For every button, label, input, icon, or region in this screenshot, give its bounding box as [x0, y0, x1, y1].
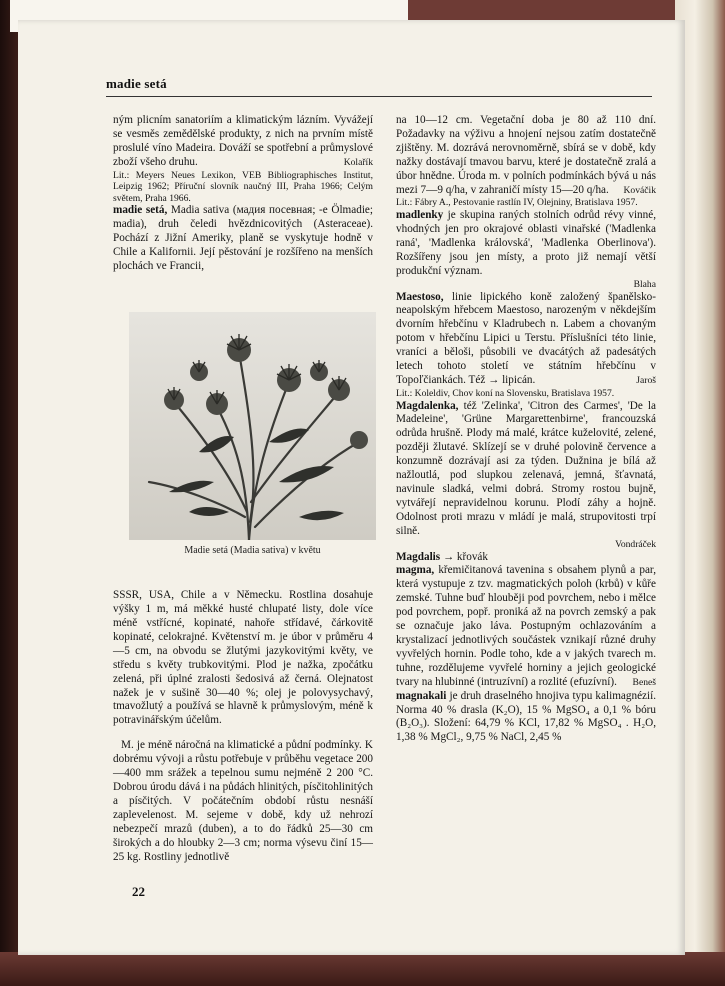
author-signature: Jaroš [636, 375, 656, 386]
entry-madlenky [396, 209, 656, 279]
author-signature: Blaha [633, 278, 656, 290]
author-signature: Vondráček [615, 538, 656, 550]
entry-madie-seta [113, 204, 373, 274]
continuation-paragraph [396, 114, 656, 197]
entry-magma [396, 564, 656, 689]
entry-body: též 'Zelinka', 'Citron des Carmes', 'De la Madeleine', 'Grüne Margarettenbirne', francouzská odrůda hrušně. Plody má malé, krátce kuželovité, zelené, později žlutavé. Sklízejí se v druhé polovině července a konzumně dozrávají asi za týden. Dužnina je bílá až nažloutlá, pod slupkou zelenavá, jemná, šťavnatá, navinule sladká, velmi dobrá. Stromy rostou bujně, vytvářejí nepravidelnou korunu. Plodí záhy a hojně. Odolnost proti mrazu v mládí je malá, strupovitosti trpí silně. [396, 399, 656, 537]
entry-headword: madie setá, [113, 204, 168, 217]
entry-body: křemičitanová tavenina s obsahem plynů a par, která vystupuje z tzv. magmatických poloh (krbů) v kůře zemské. Tuhne buď hlouběji pod povrchem, nebo i mělce pod povrchem, popř. proniká až na povrch zemský a pak se označuje jako láva. Postupným ochlazováním a krystalizací jednotlivých součástek vznikají různé druhy vyvřelých hornin. Podle toho, kde a v jakých tvarech m. tuhne, rozdělujeme vyvřelé horniny a jejich geologické tvary na hlubinné (intruzívní) a rozlité (efuzívní). [396, 564, 657, 688]
author-signature: Kolařík [343, 156, 373, 168]
literature-reference: Lit.: Fábry A., Pestovanie rastlín IV, Olejniny, Bratislava 1957. [396, 197, 638, 209]
page-number: 22 [132, 884, 145, 899]
literature-reference: Lit.: Koleldiv, Chov koní na Slovensku, Bratislava 1957. [396, 387, 615, 399]
author-signature: Kováčik [623, 184, 656, 196]
left-column-top [113, 114, 373, 274]
intro-paragraph [113, 114, 373, 170]
entry-headword: magnakali [396, 689, 447, 702]
entry-headword: Magdalis [396, 550, 441, 563]
entry-headword: Maestoso, [396, 290, 444, 303]
entry-body: linie lipického koně založený španělsko-neapolským hřebcem Maestoso, narozeným v někdejším dvorním hřebčínu v Kladrubech n. Labem a chovaným potom v hřebčínu Lipici u Terstu. Příslušníci této linie, vraníci a běloši, působili ve dvacátých až padesátých letech tohoto století ve státním hřebčínu v Topoľčiankách. Též → lipicán. [396, 290, 656, 386]
entry-body: → křovák [442, 550, 488, 563]
entry-headword: Magdalenka, [396, 399, 459, 412]
entry-body: Madia sativa (мадия посевная; -e Ölmadie; madia), druh čeledi hvězdnicovitých (Asteraceae). Pochází z Jižní Ameriky, planě se vyskytuje hodně v Chile a Kalifornii. Její pěstování je rozšířeno na menších plochách ve Francii, [113, 204, 374, 273]
author-signature: Beneš [632, 676, 656, 688]
entry-magdalis [396, 551, 656, 565]
literature-reference: Lit.: Meyers Neues Lexikon, VEB Bibliographisches Institut, Leipzig 1962; Příruční slovník naučný III, Praha 1966; Celým světem, Praha 1966. [113, 169, 373, 204]
header-rule [106, 96, 652, 97]
entry-magnakali [396, 690, 656, 746]
description-paragraph: SSSR, USA, Chile a v Německu. Rostlina dosahuje výšky 1 m, má měkké husté chlupaté listy, dole více méně vstřícné, kopinaté, nahoře střídavé, čárkovitě kopinaté, celokrajné. Květenství m. je úbor v průměru 4—5 cm, na obvodu se žlutými jazykovitými květy, ve středu s květy trubkovitými. Plod je nažka, zpočátku zelená, při úplné zralosti šedosivá až černá. Olejnatost nažek je v sušině 30—40 %; olej je polovysychavý, tmavožlutý a používá se hlavně k průmyslovým, méně k potravinářským účelům. [113, 589, 373, 727]
plant-photo [129, 312, 376, 540]
figure-caption: Madie setá (Madia sativa) v květu [184, 545, 321, 556]
entry-body: je druh draselného hnojiva typu kalimagnézií. Norma 40 % drasla (K₂O), 15 % MgSO₄ a 0,1 % bóru (B₂O₃). Složení: 64,79 % KCl, 17,82 % MgSO₄ . H₂O, 1,38 % MgCl₂, 9,75 % NaCl, 2,45 % [396, 689, 657, 744]
running-head: madie setá [106, 76, 167, 91]
entry-magdalenka [396, 400, 656, 539]
continuation-text: na 10—12 cm. Vegetační doba je 80 až 110 dní. Požadavky na výživu a hnojení nejsou zatím dostatečně zjištěny. M. dozrává nerovnoměrně, sbírá se v době, kdy nažky dostávají tmavou barvu, které je dostatečně zralá a úbor hnědne. Úroda m. v polních podmínkách bývá u nás mezi 7—9 q/ha, v zahraničí místy 15—20 q/ha. [396, 114, 656, 196]
plant-photo-image [129, 312, 376, 540]
entry-body: je skupina raných stolních odrůd révy vinné, vhodných jen pro okrajové oblasti vinařské ('Madlenka raná', 'Madlenka královská', 'Madlenka Oberlinova'). Rozšířeny jsou jen místy, a proto již nemají větší produkční význam. [396, 209, 656, 277]
entry-maestoso [396, 291, 656, 388]
book-binding-left [0, 0, 18, 986]
cultivation-paragraph: M. je méně náročná na klimatické a půdní podmínky. K dobrému vývoji a růstu potřebuje v průběhu vegetace 200—400 mm srážek a tepelnou sumu nejméně 2 200 °C. Dobrou úrodu dává i na půdách hlinitých, písčitohlinitých a písčitých. V počátečním období růstu nesnáší zaplevelenost. M. sejeme v době, kdy už nehrozí nebezpečí mrazů (duben), a to do řádků 25—30 cm širokých a do hloubky 2—3 cm; norma výsevu činí 15—25 kg. Rostliny jednotlivě [113, 739, 373, 863]
entry-headword: madlenky [396, 209, 444, 222]
left-column-bottom [113, 578, 373, 876]
right-column [396, 114, 656, 745]
entry-headword: magma, [396, 564, 435, 577]
intro-text: ným plicním sanatoriím a klimatickým lázním. Vyvážejí se vesměs zemědělské produkty, z nich na prvním místě proslulé víno Madeira. Dováží se spotřební a průmyslové zboží všeho druhu. [113, 114, 373, 168]
book-cover-bottom [0, 952, 725, 986]
